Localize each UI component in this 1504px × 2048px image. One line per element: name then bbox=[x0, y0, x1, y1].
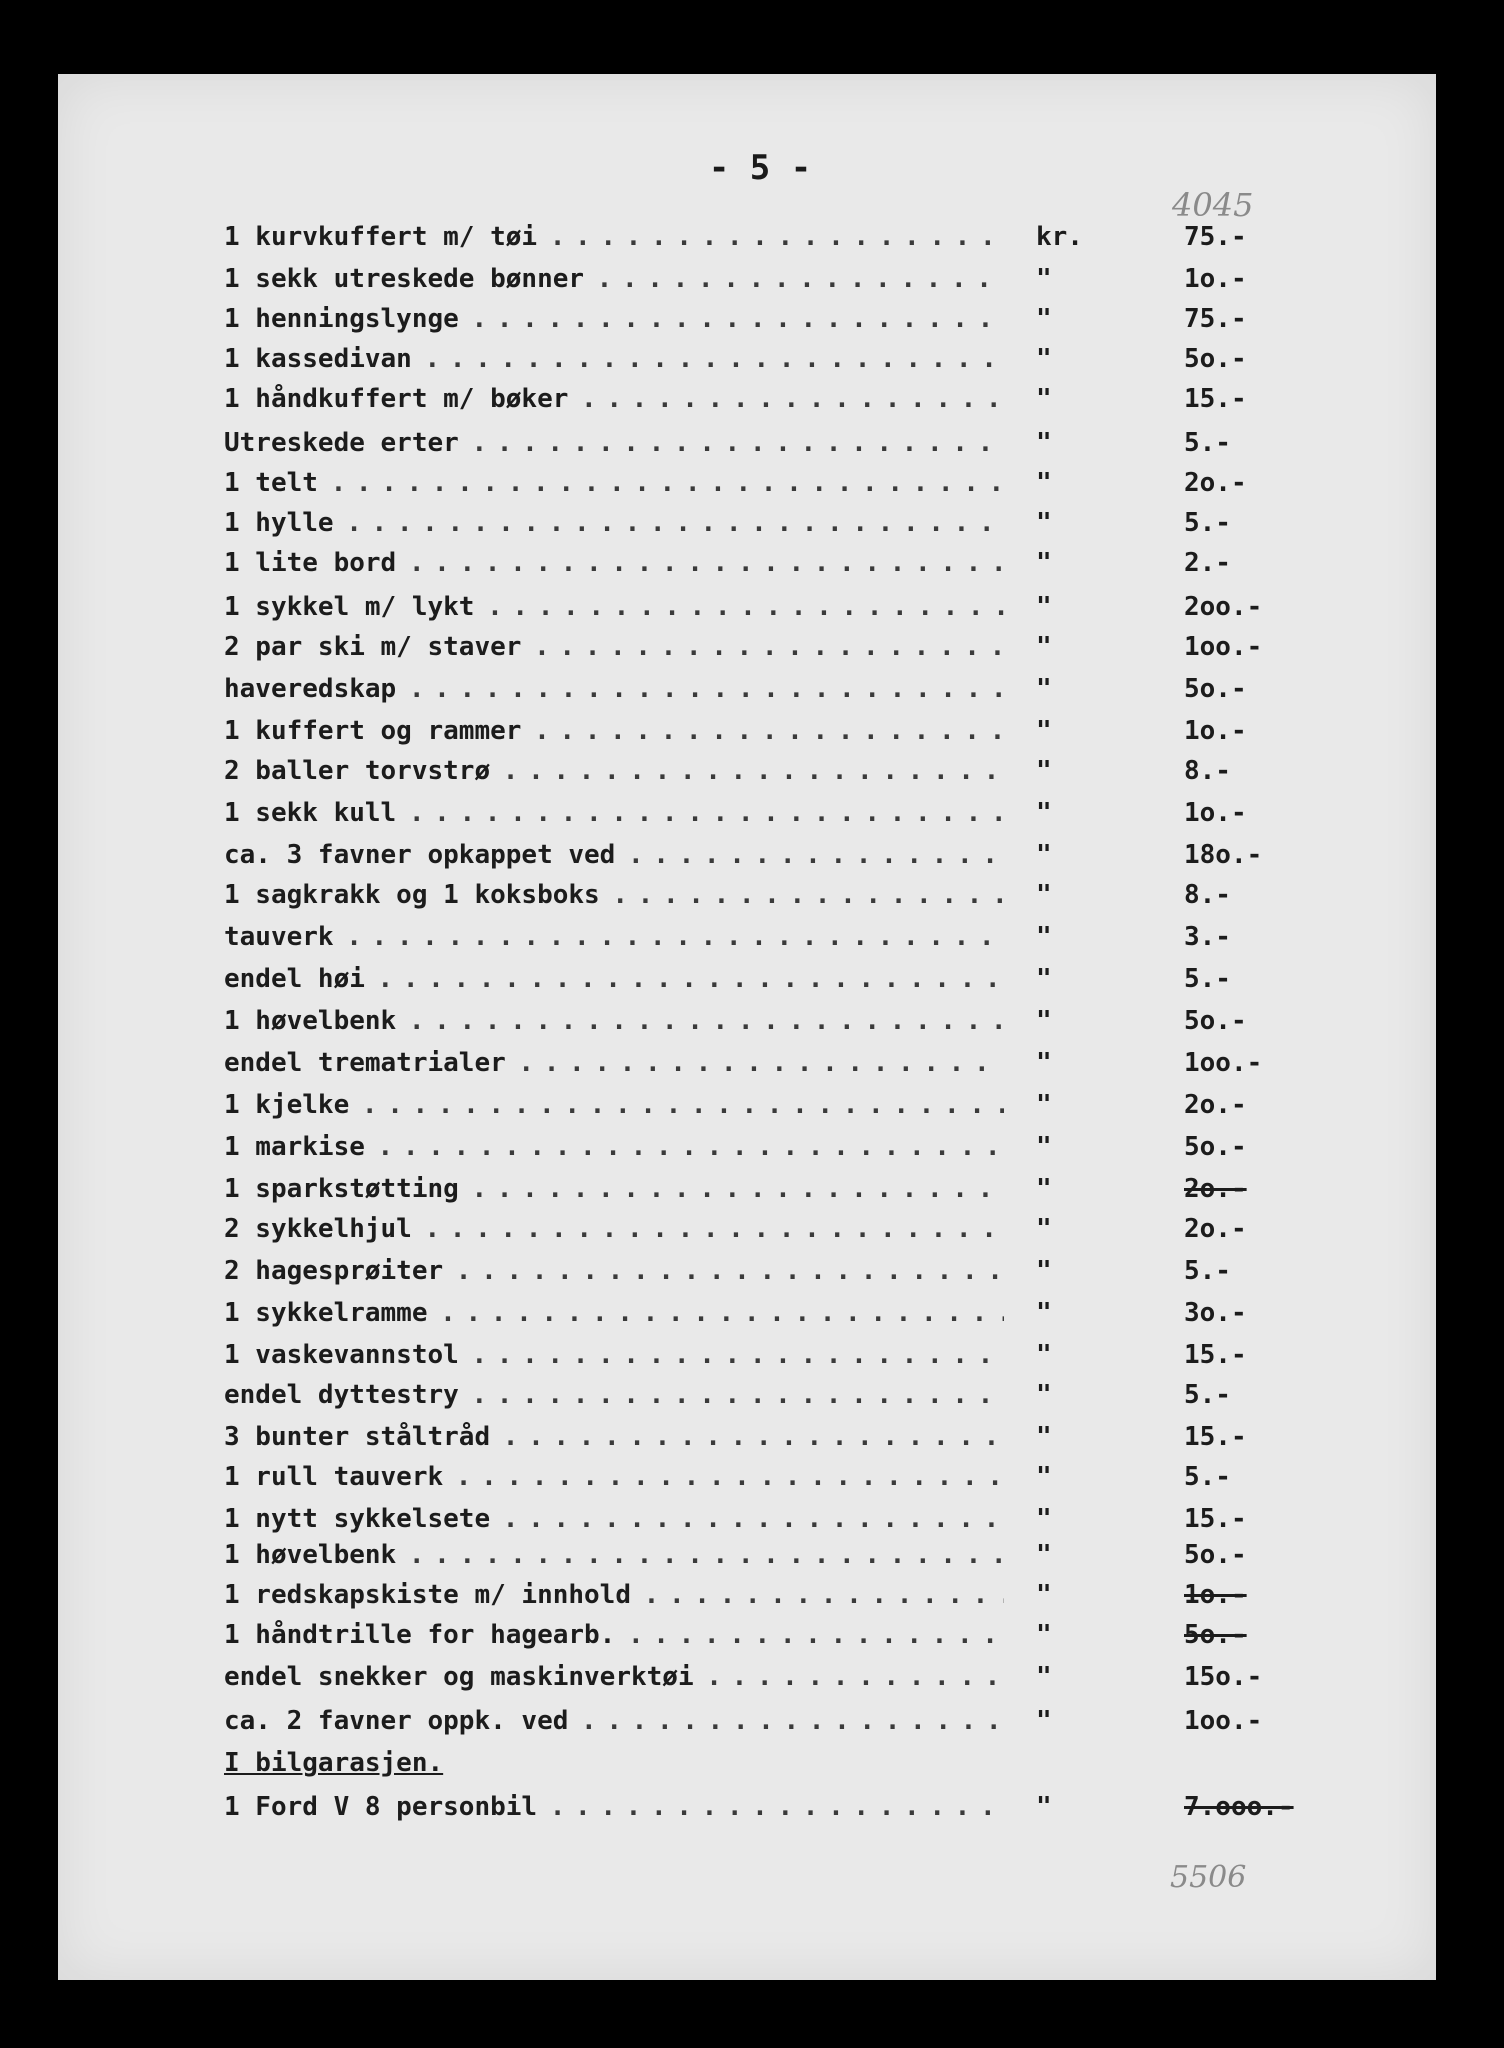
inventory-row bbox=[224, 1422, 1304, 1458]
inventory-row bbox=[224, 548, 1304, 584]
inventory-row bbox=[224, 1006, 1304, 1042]
item-unit: " bbox=[1036, 756, 1052, 786]
item-description: 1 kassedivan . . . bbox=[224, 344, 1004, 374]
item-amount: 5o.- bbox=[1184, 1006, 1247, 1036]
inventory-row bbox=[224, 880, 1304, 916]
item-unit: " bbox=[1036, 1380, 1052, 1410]
item-amount: 3o.- bbox=[1184, 1298, 1247, 1328]
item-unit: " bbox=[1036, 1792, 1052, 1822]
item-amount: 3.- bbox=[1184, 922, 1231, 952]
item-unit: " bbox=[1036, 1706, 1052, 1736]
inventory-row bbox=[224, 428, 1304, 464]
item-amount: 5o.- bbox=[1184, 1132, 1247, 1162]
item-unit: " bbox=[1036, 922, 1052, 952]
item-description: 1 hylle . . . bbox=[224, 508, 1004, 538]
inventory-row bbox=[224, 1540, 1304, 1576]
archive-number-top: 4045 bbox=[1172, 186, 1254, 224]
inventory-row bbox=[224, 922, 1304, 958]
inventory-row bbox=[224, 1340, 1304, 1376]
item-description: 1 høvelbenk . . . bbox=[224, 1540, 1004, 1570]
item-description: 1 kurvkuffert m/ tøi . . . bbox=[224, 222, 1004, 252]
item-unit: " bbox=[1036, 508, 1052, 538]
item-unit: " bbox=[1036, 1540, 1052, 1570]
item-unit: " bbox=[1036, 592, 1052, 622]
archive-number-bottom: 5506 bbox=[1170, 1860, 1247, 1895]
item-amount: 5.- bbox=[1184, 1462, 1231, 1492]
item-amount: 8.- bbox=[1184, 756, 1231, 786]
item-amount: 1oo.- bbox=[1184, 1706, 1263, 1736]
item-amount: 1o.- bbox=[1184, 264, 1247, 294]
inventory-row bbox=[224, 798, 1304, 834]
inventory-row bbox=[224, 1620, 1304, 1656]
inventory-row bbox=[224, 592, 1304, 628]
item-description: endel trematrialer . . . bbox=[224, 1048, 1004, 1078]
item-amount: 5o.- bbox=[1184, 344, 1247, 374]
inventory-row bbox=[224, 1174, 1304, 1210]
item-unit: " bbox=[1036, 1580, 1052, 1610]
item-unit: " bbox=[1036, 632, 1052, 662]
item-unit: " bbox=[1036, 964, 1052, 994]
inventory-row bbox=[224, 384, 1304, 420]
item-description: 1 nytt sykkelsete . . . bbox=[224, 1504, 1004, 1534]
item-amount: 2o.- bbox=[1184, 468, 1247, 498]
item-unit: " bbox=[1036, 1174, 1052, 1204]
item-description: 1 redskapskiste m/ innhold . . . bbox=[224, 1580, 1004, 1610]
item-unit: " bbox=[1036, 1214, 1052, 1244]
inventory-row bbox=[224, 1132, 1304, 1168]
item-description: endel snekker og maskinverktøi . . . bbox=[224, 1662, 1004, 1692]
item-amount: 1o.- bbox=[1184, 716, 1247, 746]
item-unit: " bbox=[1036, 264, 1052, 294]
item-description: 1 kjelke . . . bbox=[224, 1090, 1004, 1120]
item-unit: " bbox=[1036, 1256, 1052, 1286]
item-description: 1 Ford V 8 personbil . . . bbox=[224, 1792, 1004, 1822]
item-description: 1 kuffert og rammer . . . bbox=[224, 716, 1004, 746]
item-description: 1 håndtrille for hagearb. . . . bbox=[224, 1620, 1004, 1650]
inventory-row bbox=[224, 1298, 1304, 1334]
item-unit: " bbox=[1036, 1422, 1052, 1452]
item-description: 2 hagesprøiter . . . bbox=[224, 1256, 1004, 1286]
item-unit: " bbox=[1036, 548, 1052, 578]
inventory-row bbox=[224, 1504, 1304, 1540]
item-description: 1 sagkrakk og 1 koksboks . . . bbox=[224, 880, 1004, 910]
item-unit: " bbox=[1036, 1620, 1052, 1650]
item-unit: " bbox=[1036, 428, 1052, 458]
inventory-row bbox=[224, 344, 1304, 380]
item-unit: " bbox=[1036, 304, 1052, 334]
item-unit: " bbox=[1036, 1006, 1052, 1036]
inventory-row bbox=[224, 468, 1304, 504]
item-amount-struck: 2o.- bbox=[1184, 1174, 1247, 1204]
item-unit: kr. bbox=[1036, 222, 1083, 252]
item-unit: " bbox=[1036, 1662, 1052, 1692]
item-description: 1 sykkel m/ lykt . . . bbox=[224, 592, 1004, 622]
inventory-row bbox=[224, 1090, 1304, 1126]
inventory-row bbox=[224, 756, 1304, 792]
inventory-row bbox=[224, 674, 1304, 710]
item-description: 2 baller torvstrø . . . bbox=[224, 756, 1004, 786]
item-amount: 5.- bbox=[1184, 964, 1231, 994]
item-unit: " bbox=[1036, 1462, 1052, 1492]
item-description: 1 sekk utreskede bønner . . . bbox=[224, 264, 1004, 294]
inventory-row bbox=[224, 1462, 1304, 1498]
inventory-row bbox=[224, 508, 1304, 544]
item-amount: 2oo.- bbox=[1184, 592, 1263, 622]
page-number: - 5 - bbox=[708, 148, 812, 188]
item-description: Utreskede erter . . . bbox=[224, 428, 1004, 458]
item-amount: 75.- bbox=[1184, 304, 1247, 334]
inventory-row bbox=[224, 1706, 1304, 1742]
inventory-row bbox=[224, 1256, 1304, 1292]
item-unit: " bbox=[1036, 1340, 1052, 1370]
item-amount: 5.- bbox=[1184, 1380, 1231, 1410]
item-unit: " bbox=[1036, 880, 1052, 910]
item-amount-struck: 7.ooo.- bbox=[1184, 1792, 1294, 1822]
inventory-row bbox=[224, 1662, 1304, 1698]
item-description: 2 par ski m/ staver . . . bbox=[224, 632, 1004, 662]
item-unit: " bbox=[1036, 716, 1052, 746]
item-amount: 15.- bbox=[1184, 1340, 1247, 1370]
section-heading: I bilgarasjen. bbox=[224, 1748, 444, 1778]
item-description: 1 telt . . . bbox=[224, 468, 1004, 498]
inventory-row bbox=[224, 716, 1304, 752]
item-unit: " bbox=[1036, 1132, 1052, 1162]
item-description: 1 henningslynge . . . bbox=[224, 304, 1004, 334]
item-unit: " bbox=[1036, 468, 1052, 498]
item-description: 1 lite bord . . . bbox=[224, 548, 1004, 578]
item-description: tauverk . . . bbox=[224, 922, 1004, 952]
item-amount: 5.- bbox=[1184, 508, 1231, 538]
inventory-row bbox=[224, 222, 1304, 258]
item-description: 1 vaskevannstol . . . bbox=[224, 1340, 1004, 1370]
item-unit: " bbox=[1036, 674, 1052, 704]
item-description: 1 rull tauverk . . . bbox=[224, 1462, 1004, 1492]
item-description: 1 håndkuffert m/ bøker . . . bbox=[224, 384, 1004, 414]
inventory-row bbox=[224, 304, 1304, 340]
inventory-row bbox=[224, 264, 1304, 300]
item-amount: 5o.- bbox=[1184, 1540, 1247, 1570]
item-amount: 18o.- bbox=[1184, 840, 1263, 870]
item-unit: " bbox=[1036, 798, 1052, 828]
item-description: ca. 2 favner oppk. ved . . . bbox=[224, 1706, 1004, 1736]
item-amount: 5.- bbox=[1184, 1256, 1231, 1286]
item-unit: " bbox=[1036, 344, 1052, 374]
item-amount: 5.- bbox=[1184, 428, 1231, 458]
item-unit: " bbox=[1036, 1090, 1052, 1120]
item-description: 1 sykkelramme . . . bbox=[224, 1298, 1004, 1328]
inventory-row bbox=[224, 1048, 1304, 1084]
item-amount: 2o.- bbox=[1184, 1214, 1247, 1244]
item-unit: " bbox=[1036, 1504, 1052, 1534]
item-unit: " bbox=[1036, 1048, 1052, 1078]
item-unit: " bbox=[1036, 840, 1052, 870]
item-description: 2 sykkelhjul . . . bbox=[224, 1214, 1004, 1244]
item-amount: 1oo.- bbox=[1184, 632, 1263, 662]
item-unit: " bbox=[1036, 384, 1052, 414]
item-amount: 1o.- bbox=[1184, 798, 1247, 828]
inventory-row bbox=[224, 1580, 1304, 1616]
inventory-row bbox=[224, 840, 1304, 876]
item-amount: 75.- bbox=[1184, 222, 1247, 252]
inventory-row bbox=[224, 632, 1304, 668]
inventory-row bbox=[224, 1214, 1304, 1250]
item-amount: 15.- bbox=[1184, 384, 1247, 414]
item-amount: 2.- bbox=[1184, 548, 1231, 578]
item-description: 1 sekk kull . . . bbox=[224, 798, 1004, 828]
item-description: endel dyttestry . . . bbox=[224, 1380, 1004, 1410]
inventory-row bbox=[224, 1380, 1304, 1416]
item-amount: 15o.- bbox=[1184, 1662, 1263, 1692]
item-amount: 15.- bbox=[1184, 1422, 1247, 1452]
item-description: ca. 3 favner opkappet ved . . . bbox=[224, 840, 1004, 870]
item-description: 1 sparkstøtting . . . bbox=[224, 1174, 1004, 1204]
item-description: endel høi . . . bbox=[224, 964, 1004, 994]
item-description: 1 høvelbenk . . . bbox=[224, 1006, 1004, 1036]
item-amount: 15.- bbox=[1184, 1504, 1247, 1534]
item-amount: 5o.- bbox=[1184, 674, 1247, 704]
item-amount-struck: 5o.- bbox=[1184, 1620, 1247, 1650]
item-amount-struck: 1o.- bbox=[1184, 1580, 1247, 1610]
item-amount: 8.- bbox=[1184, 880, 1231, 910]
item-description: 3 bunter ståltråd . . . bbox=[224, 1422, 1004, 1452]
inventory-row bbox=[224, 1792, 1304, 1828]
inventory-row bbox=[224, 964, 1304, 1000]
item-unit: " bbox=[1036, 1298, 1052, 1328]
item-description: haveredskap . . . bbox=[224, 674, 1004, 704]
item-amount: 1oo.- bbox=[1184, 1048, 1263, 1078]
item-amount: 2o.- bbox=[1184, 1090, 1247, 1120]
item-description: 1 markise . . . bbox=[224, 1132, 1004, 1162]
